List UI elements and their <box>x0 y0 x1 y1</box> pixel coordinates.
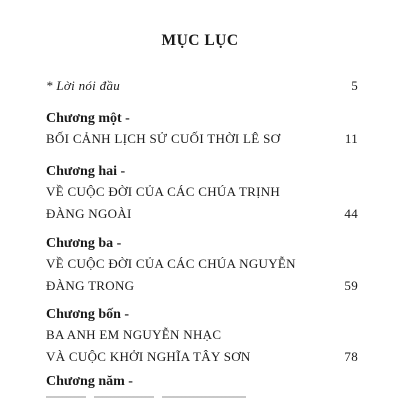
toc-entry-label: * Lời nói đầu <box>46 78 121 93</box>
chapter-title-line: VÀ CUỘC KHỞI NGHĨA TÂY SƠN <box>46 349 251 364</box>
chapter-title-line: BỐI CẢNH LỊCH SỬ CUỐI THỜI LÊ SƠ <box>46 131 281 146</box>
toc-entry-chapter-5[interactable] <box>46 373 358 391</box>
chapter-heading: Chương năm - <box>46 374 133 389</box>
chapter-heading: Chương ba - <box>46 236 122 251</box>
toc-page-number: 11 <box>344 131 358 146</box>
cropped-text-line <box>46 392 246 400</box>
toc-entry-chapter-1[interactable] <box>46 110 358 150</box>
chapter-title-line: ĐÀNG TRONG <box>46 278 135 293</box>
toc-entry-chapter-2[interactable] <box>46 163 358 225</box>
chapter-title-line: VỀ CUỘC ĐỜI CỦA CÁC CHÚA NGUYỄN <box>46 256 296 271</box>
chapter-title-line: ĐÀNG NGOÀI <box>46 206 132 221</box>
toc-page-number: 59 <box>344 278 358 293</box>
toc-entry-preface[interactable] <box>46 75 358 97</box>
toc-page-number: 44 <box>344 206 358 221</box>
chapter-heading: Chương bốn - <box>46 307 130 322</box>
toc-entry-chapter-3[interactable] <box>46 235 358 297</box>
chapter-heading: Chương hai - <box>46 164 126 179</box>
toc-page-number: 78 <box>344 349 358 364</box>
chapter-title-line: BA ANH EM NGUYỄN NHẠC <box>46 327 222 342</box>
toc-page-number: 5 <box>351 78 358 93</box>
chapter-heading: Chương một - <box>46 111 130 126</box>
toc-entry-chapter-4[interactable] <box>46 306 358 368</box>
page-title: MỤC LỤC <box>161 32 239 49</box>
chapter-title-line: VỀ CUỘC ĐỜI CỦA CÁC CHÚA TRỊNH <box>46 184 281 199</box>
